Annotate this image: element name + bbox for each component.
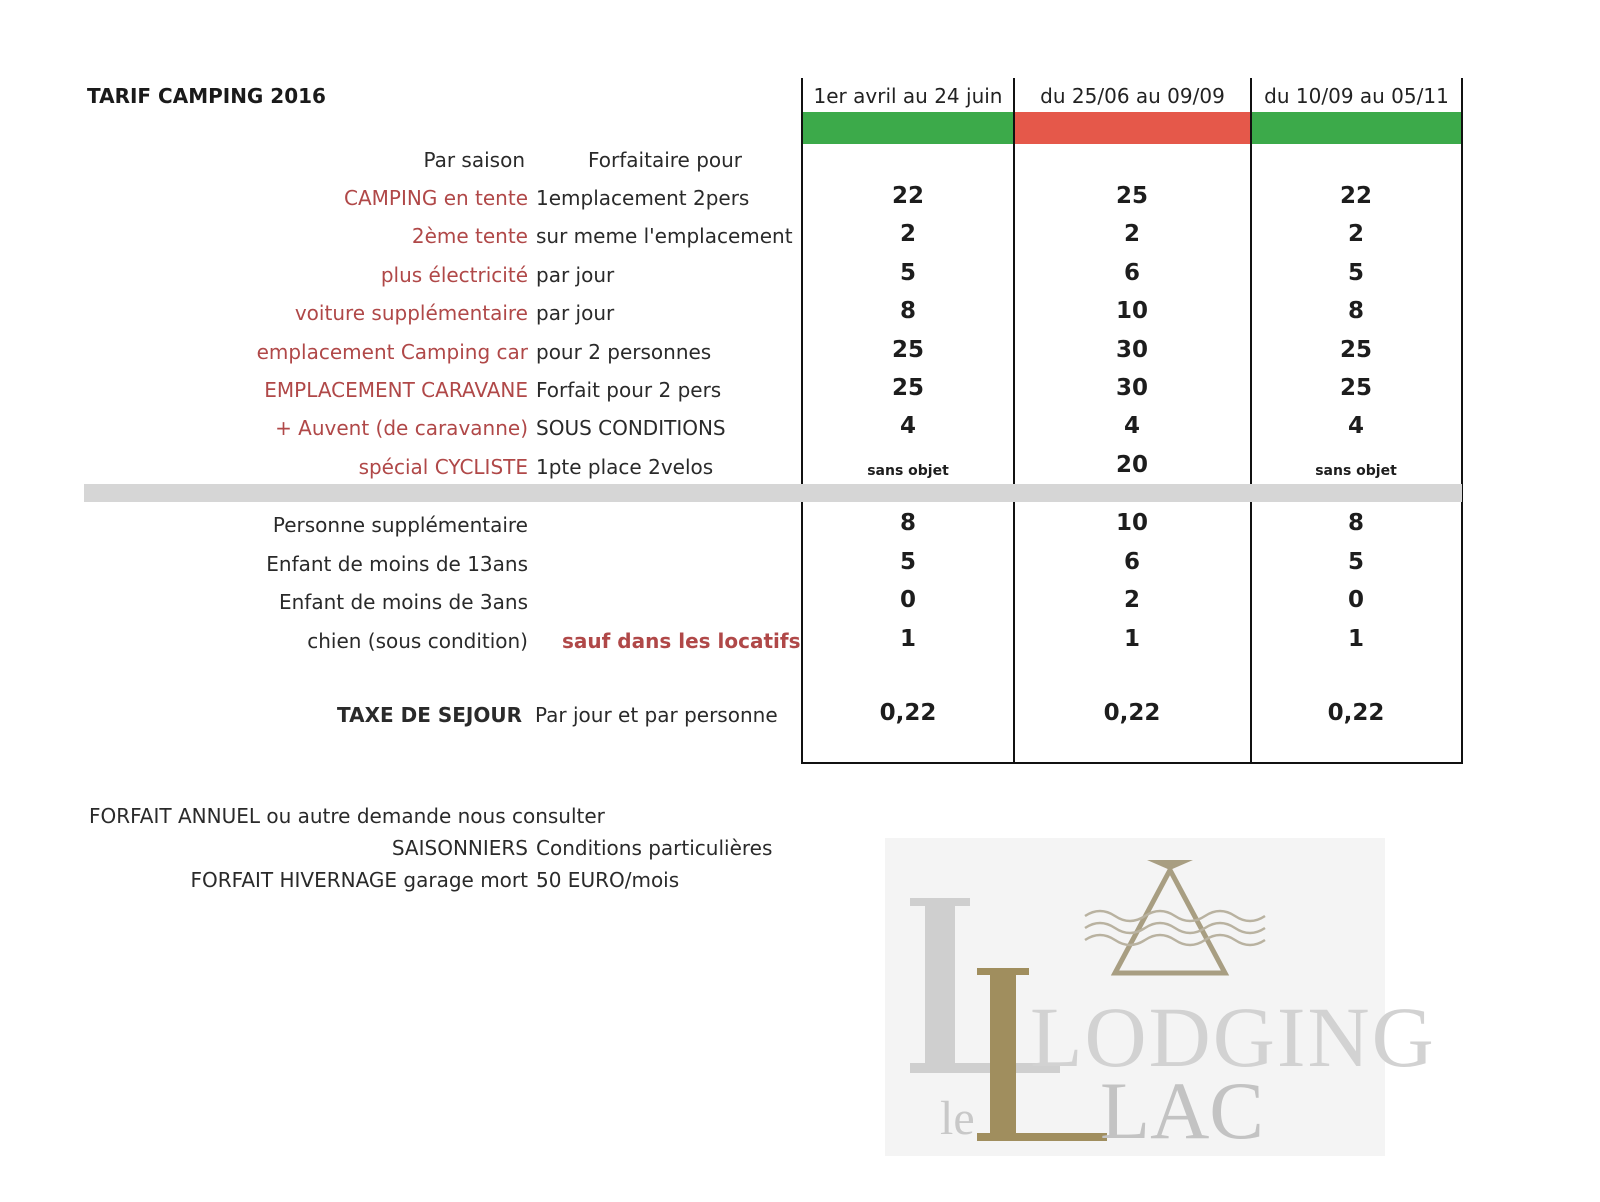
tax-value-1: 0,22: [879, 700, 937, 726]
table-border-right: [1461, 78, 1463, 764]
table-divider-2: [1250, 78, 1252, 764]
row-value-col-3: 5: [1347, 259, 1364, 286]
row-value-col-2: 2: [1123, 587, 1140, 613]
row-value-col-3: 25: [1339, 375, 1372, 401]
table-border-bottom: [801, 762, 1463, 764]
logo-graphic: [885, 838, 1436, 1156]
footer-seasonal-label: SAISONNIERS: [391, 836, 528, 860]
row-description: Forfait pour 2 pers: [536, 378, 722, 402]
row-label: CAMPING en tente: [344, 186, 528, 210]
page-title: TARIF CAMPING 2016: [87, 84, 326, 108]
footer-winter-desc: 50 EURO/mois: [536, 868, 680, 892]
row-value-col-2: 6: [1123, 259, 1140, 286]
row-value-col-1: 2: [899, 221, 916, 248]
row-value-col-2: 25: [1115, 183, 1148, 209]
tax-value-3: 0,22: [1327, 700, 1385, 726]
row-label: + Auvent (de caravanne): [275, 416, 528, 441]
header-row-desc: Forfaitaire pour: [588, 148, 743, 172]
row-label: voiture supplémentaire: [294, 301, 528, 326]
row-label: chien (sous condition): [307, 628, 528, 653]
row-value-col-2: 10: [1115, 298, 1148, 325]
row-description: 1emplacement 2pers: [536, 186, 750, 210]
row-value-col-3: 8: [1347, 510, 1364, 536]
row-label: spécial CYCLISTE: [358, 454, 528, 479]
logo-text-le: le: [940, 1092, 975, 1145]
row-value-col-1: 25: [891, 336, 924, 363]
row-value-col-3: 8: [1347, 298, 1364, 325]
row-value-col-1: sans objet: [867, 462, 949, 479]
row-label: EMPLACEMENT CARAVANE: [264, 378, 528, 402]
row-label: plus électricité: [380, 262, 528, 287]
row-value-col-2: 4: [1123, 413, 1140, 440]
table-border-left: [801, 78, 803, 764]
row-value-col-2: 30: [1115, 375, 1148, 401]
row-description: par jour: [536, 262, 615, 287]
col-header-3: du 10/09 au 05/11: [1264, 84, 1449, 108]
tax-row-label: TAXE DE SEJOUR: [337, 703, 522, 727]
header-row-label: Par saison: [423, 148, 525, 172]
lodging-le-lac-logo: [885, 838, 1436, 1156]
row-value-col-1: 0: [899, 587, 916, 613]
row-label: Enfant de moins de 3ans: [278, 590, 528, 614]
row-value-col-3: 1: [1347, 625, 1364, 652]
row-value-col-2: 1: [1123, 625, 1140, 652]
row-value-col-2: 20: [1115, 451, 1148, 478]
row-value-col-1: 4: [899, 413, 916, 440]
row-value-col-2: 2: [1123, 221, 1140, 248]
row-value-col-2: 6: [1123, 548, 1140, 575]
logo-text-lodging: LODGING: [1030, 989, 1436, 1085]
col-header-1: 1er avril au 24 juin: [813, 84, 1003, 108]
row-value-col-1: 22: [891, 183, 924, 209]
footer-seasonal-desc: Conditions particulières: [536, 836, 773, 860]
row-label: Personne supplémentaire: [272, 513, 528, 537]
row-value-col-1: 8: [899, 510, 916, 536]
row-value-col-2: 30: [1115, 336, 1148, 363]
row-value-col-1: 5: [899, 548, 916, 575]
tax-value-2: 0,22: [1103, 700, 1161, 726]
row-label: 2ème tente: [411, 224, 528, 249]
section-separator: [84, 484, 1462, 502]
season-band-mid: [1252, 112, 1461, 144]
row-value-col-1: 8: [899, 298, 916, 325]
season-band-high: [1015, 112, 1250, 144]
row-value-col-3: 5: [1347, 548, 1364, 575]
table-divider-1: [1013, 78, 1015, 764]
logo-text-lac: LAC: [1100, 1065, 1264, 1156]
row-value-col-1: 5: [899, 259, 916, 286]
footer-annual: FORFAIT ANNUEL ou autre demande nous consulter: [89, 804, 605, 828]
row-value-col-3: 2: [1347, 221, 1364, 248]
row-description: sur meme l'emplacement: [536, 224, 793, 249]
row-value-col-3: sans objet: [1315, 462, 1397, 479]
row-value-col-3: 0: [1347, 587, 1364, 613]
row-description: SOUS CONDITIONS: [536, 416, 726, 441]
row-value-col-1: 25: [891, 375, 924, 401]
tax-row-desc: Par jour et par personne: [535, 703, 778, 727]
row-value-col-2: 10: [1115, 510, 1148, 536]
row-description: par jour: [536, 301, 615, 326]
row-description: sauf dans les locatifs: [562, 628, 801, 653]
row-label: emplacement Camping car: [256, 339, 528, 364]
row-description: pour 2 personnes: [536, 339, 712, 364]
row-value-col-1: 1: [899, 625, 916, 652]
season-band-low: [803, 112, 1013, 144]
row-value-col-3: 25: [1339, 336, 1372, 363]
row-description: 1pte place 2velos: [536, 454, 714, 479]
row-value-col-3: 4: [1347, 413, 1364, 440]
row-value-col-3: 22: [1339, 183, 1372, 209]
row-label: Enfant de moins de 13ans: [266, 551, 528, 576]
footer-winter-label: FORFAIT HIVERNAGE garage mort: [190, 868, 528, 892]
col-header-2: du 25/06 au 09/09: [1040, 84, 1225, 108]
